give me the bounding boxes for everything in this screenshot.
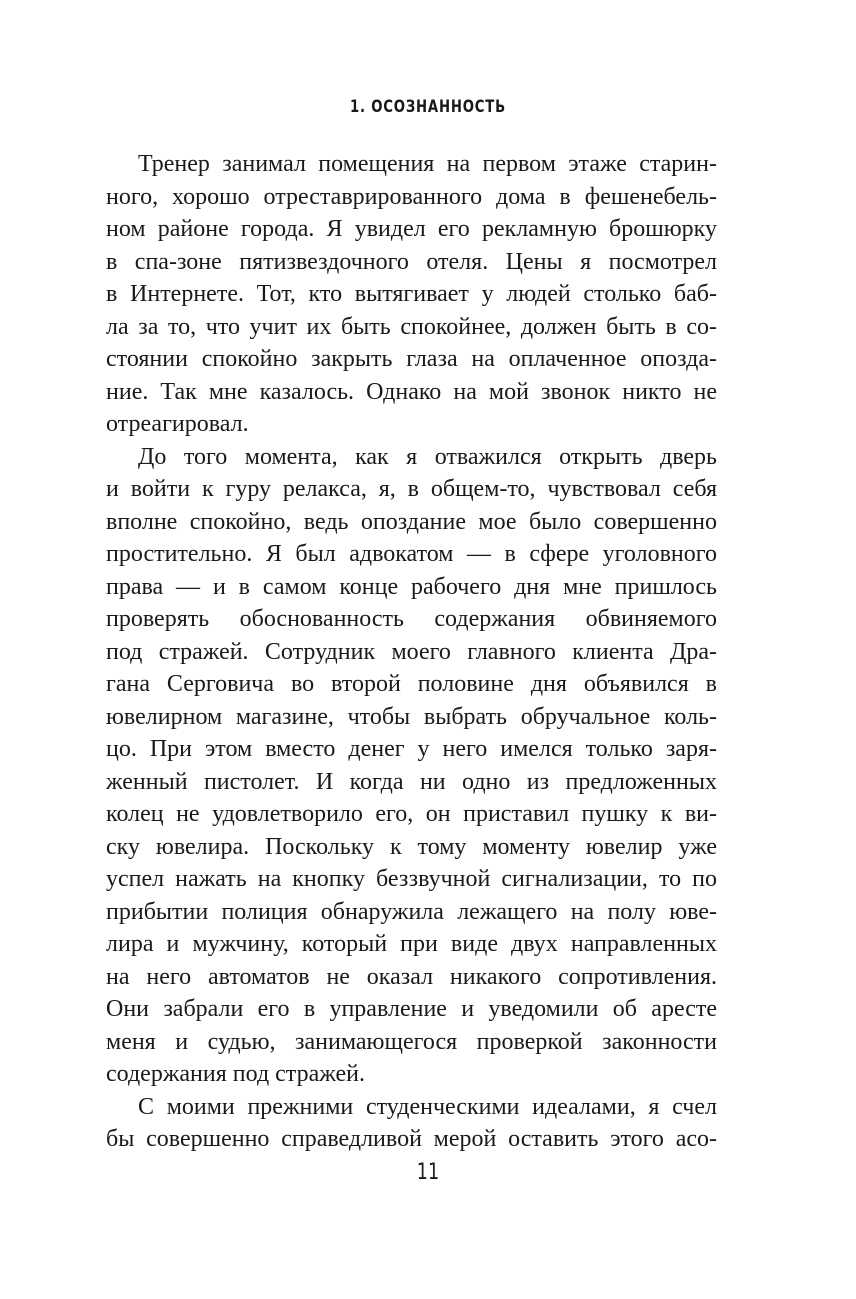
body-text — [106, 148, 717, 1156]
text-line: отреагировал. — [106, 411, 249, 437]
text-line: в Интернете. Тот, кто вытягивает у людей столько баб- — [106, 281, 717, 307]
text-line: успел нажать на кнопку беззвучной сигнализации, то по — [106, 866, 717, 892]
text-line: ном районе города. Я увидел его рекламную брошюрку — [106, 216, 717, 242]
text-line: права — и в самом конце рабочего дня мне пришлось — [106, 573, 717, 600]
text-line: ску ювелира. Поскольку к тому моменту ювелир уже — [106, 833, 717, 860]
text-line: колец не удовлетворило его, он приставил пушку к ви- — [106, 801, 717, 827]
text-line: проверять обоснованность содержания обвиняемого — [106, 606, 717, 632]
text-line: прибытии полиция обнаружила лежащего на полу юве- — [106, 898, 717, 925]
page-number: 11 — [416, 1160, 440, 1185]
text-line: гана Серговича во второй половине дня объявился в — [106, 671, 717, 697]
text-line: До того момента, как я отважился открыть дверь — [138, 443, 717, 470]
text-line: меня и судью, занимающегося проверкой законности — [106, 1028, 717, 1055]
text-line: содержания под стражей. — [106, 1061, 365, 1087]
text-line: лира и мужчину, который при виде двух направленных — [106, 931, 717, 957]
running-head: 1. ОСОЗНАННОСТЬ — [350, 97, 506, 117]
text-line: и войти к гуру релакса, я, в общем-то, чувствовал себя — [106, 476, 717, 502]
text-line: вполне спокойно, ведь опоздание мое было совершенно — [106, 508, 717, 535]
text-line: С моими прежними студенческими идеалами, я счел — [138, 1093, 717, 1120]
text-line: цо. При этом вместо денег у него имелся только заря- — [106, 736, 717, 762]
text-line: Они забрали его в управление и уведомили об аресте — [106, 996, 717, 1022]
text-line: женный пистолет. И когда ни одно из предложенных — [106, 768, 717, 795]
text-line: ла за то, что учит их быть спокойнее, должен быть в со- — [106, 313, 717, 340]
text-line: на него автоматов не оказал никакого сопротивления. — [106, 963, 717, 990]
text-line: ного, хорошо отреставрированного дома в фешенебель- — [106, 183, 717, 210]
text-line: под стражей. Сотрудник моего главного клиента Дра- — [106, 638, 717, 665]
text-line: простительно. Я был адвокатом — в сфере уголовного — [106, 541, 717, 567]
text-line: бы совершенно справедливой мерой оставить этого асо- — [106, 1126, 717, 1152]
text-line: ние. Так мне казалось. Однако на мой звонок никто не — [106, 378, 717, 405]
text-line: в спа-зоне пятизвездочного отеля. Цены я посмотрел — [106, 248, 717, 275]
text-line: ювелирном магазине, чтобы выбрать обручальное коль- — [106, 703, 717, 730]
text-line: стоянии спокойно закрыть глаза на оплаченное опозда- — [106, 346, 717, 372]
text-line: Тренер занимал помещения на первом этаже старин- — [138, 151, 717, 177]
